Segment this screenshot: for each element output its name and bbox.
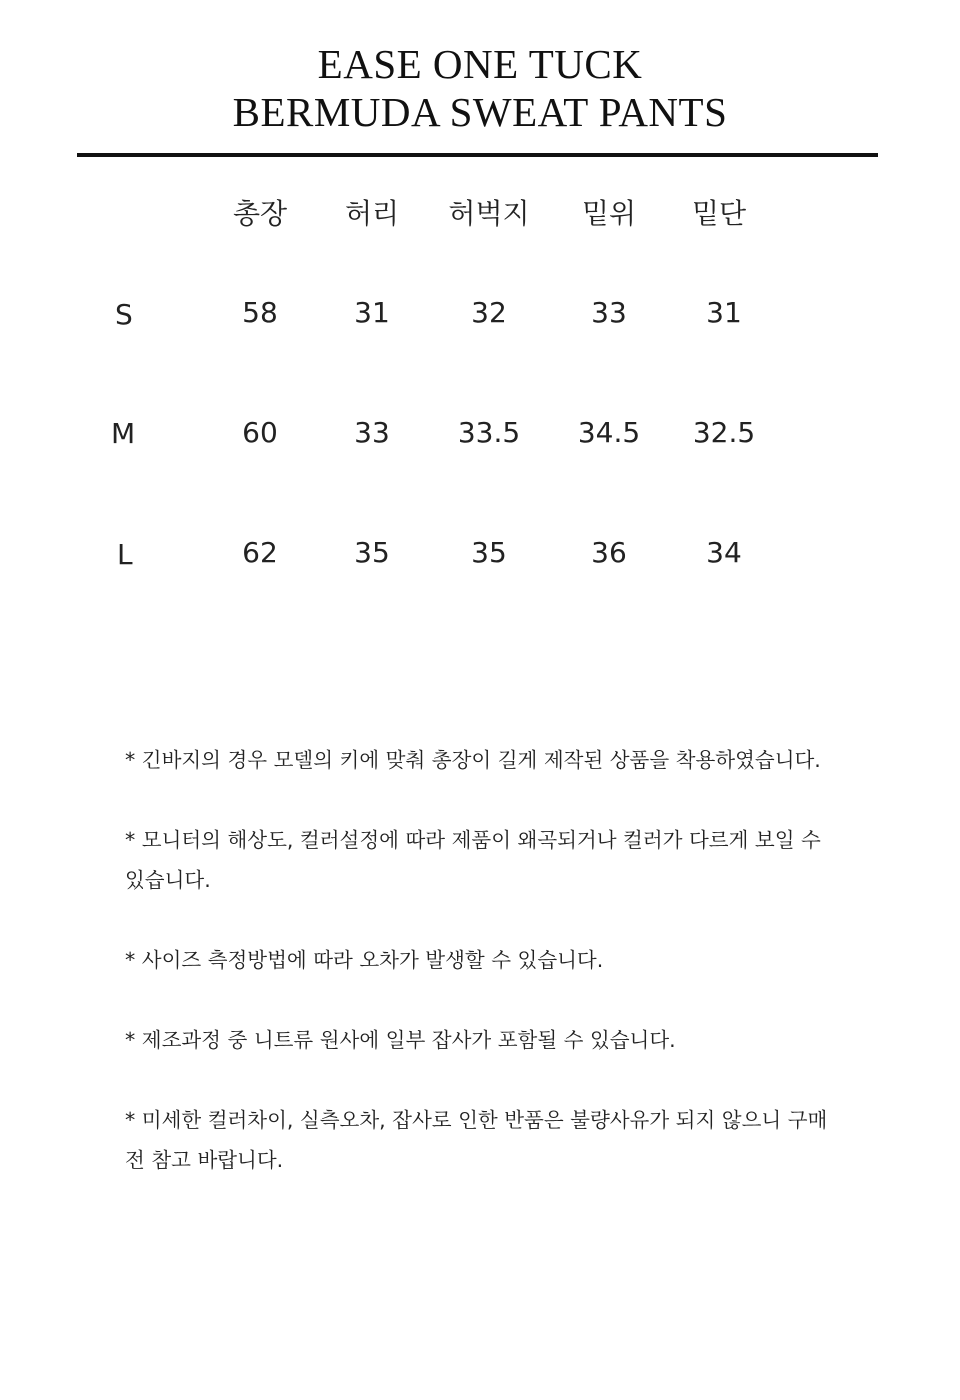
table-cell: 32 xyxy=(471,296,507,329)
table-cell: 36 xyxy=(591,536,627,569)
note-monitor-color: * 모니터의 해상도, 컬러설정에 따라 제품이 왜곡되거나 컬러가 다르게 보일 수 있습니다. xyxy=(125,828,821,892)
table-cell: 58 xyxy=(242,296,278,329)
product-notes xyxy=(125,740,835,1220)
column-header-length: 총장 xyxy=(232,197,288,230)
table-cell: 32.5 xyxy=(692,416,756,449)
column-header-thigh: 허벅지 xyxy=(448,197,530,230)
column-header-waist: 허리 xyxy=(344,197,400,230)
table-cell: 60 xyxy=(242,416,278,449)
size-label-m: M xyxy=(111,417,136,450)
table-cell: 35 xyxy=(354,536,390,569)
table-cell: 33 xyxy=(591,296,627,329)
column-header-hem: 밑단 xyxy=(691,197,747,230)
product-title-line-1: EASE ONE TUCK xyxy=(317,41,643,87)
table-cell: 31 xyxy=(354,296,390,329)
product-title xyxy=(0,40,960,136)
table-cell: 34 xyxy=(706,536,742,569)
table-cell: 34.5 xyxy=(577,416,641,449)
table-cell: 31 xyxy=(706,296,742,329)
table-cell: 33.5 xyxy=(457,416,521,449)
note-return-policy: * 미세한 컬러차이, 실측오차, 잡사로 인한 반품은 불량사유가 되지 않으니 구매 전 참고 바랍니다. xyxy=(125,1108,828,1172)
size-label-l: L xyxy=(117,538,133,571)
column-header-rise: 밑위 xyxy=(581,197,637,230)
note-measurement-error: * 사이즈 측정방법에 따라 오차가 발생할 수 있습니다. xyxy=(125,948,604,972)
product-title-line-2: BERMUDA SWEAT PANTS xyxy=(232,89,728,135)
size-label-s: S xyxy=(115,298,133,331)
note-model-length: * 긴바지의 경우 모델의 키에 맞춰 총장이 길게 제작된 상품을 착용하였습니다. xyxy=(125,748,821,772)
title-divider xyxy=(77,153,878,157)
table-cell: 33 xyxy=(354,416,390,449)
table-cell: 35 xyxy=(471,536,507,569)
note-knit-yarn: * 제조과정 중 니트류 원사에 일부 잡사가 포함될 수 있습니다. xyxy=(125,1028,676,1052)
table-cell: 62 xyxy=(242,536,278,569)
